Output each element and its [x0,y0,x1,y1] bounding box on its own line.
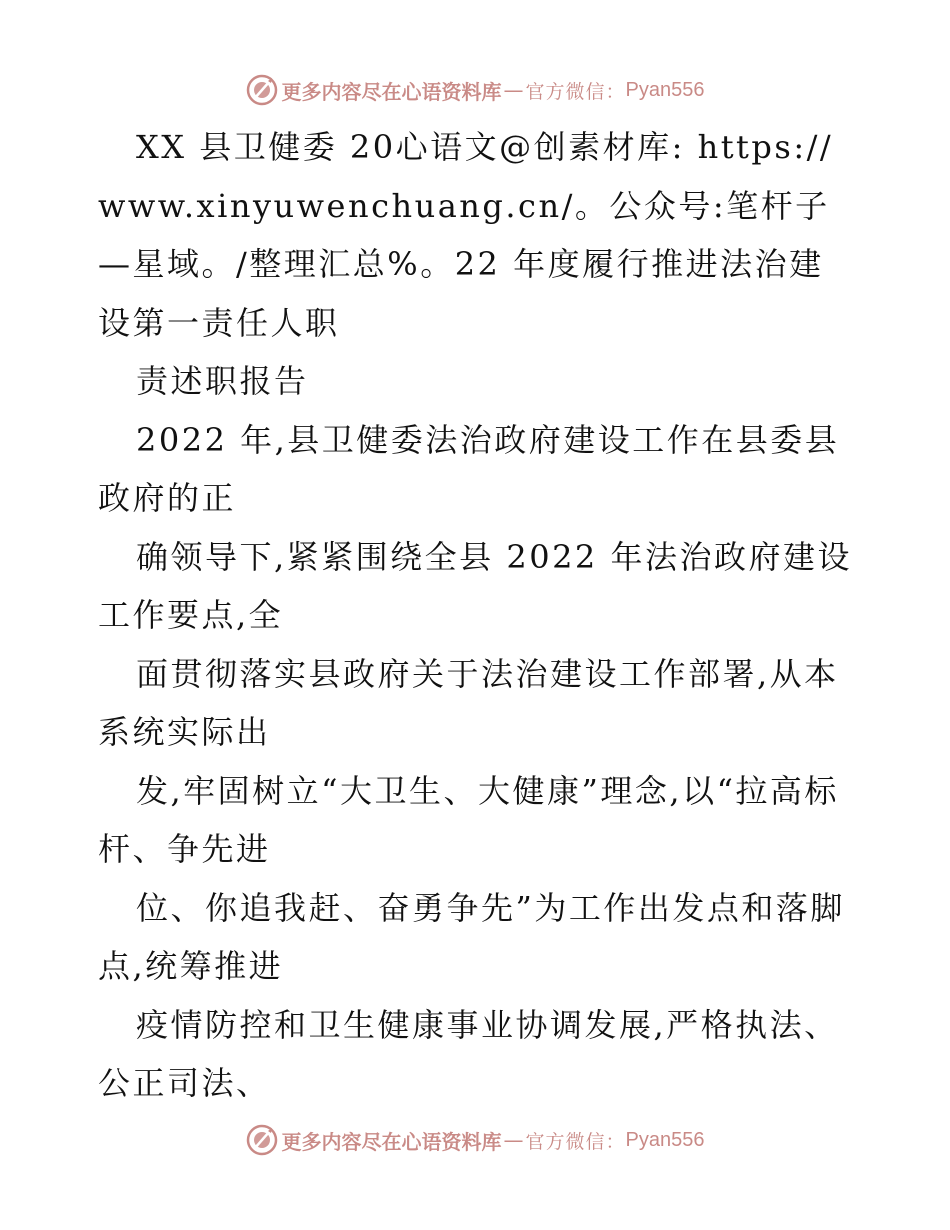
paragraph: 位、你追我赶、奋勇争先”为工作出发点和落脚点,统筹推进 [98,888,845,985]
watermark-official-label: 官方微信： [525,1130,626,1153]
wechat-logo-icon [246,74,278,106]
paragraph-title-cont: 责述职报告 [136,362,309,400]
paragraph: 疫情防控和卫生健康事业协调发展,严格执法、公正司法、 [98,1005,839,1102]
watermark-brand: 更多内容尽在心语资料库 [281,1129,502,1154]
paragraph: 2022 年,县卫健委法治政府建设工作在县委县政府的正 [98,420,840,517]
watermark-wechat-id: Pyan556 [625,1128,705,1151]
paragraph: 面贯彻落实县政府关于法治建设工作部署,从本系统实际出 [98,654,839,751]
watermark-header [0,70,950,110]
paragraph-title: XX 县卫健委 20心语文@创素材库: https://www.xinyuwenchuang.cn/。公众号:笔杆子—星域。/整理汇总%。22 年度履行推进法治建设第一责任人职 [98,128,834,342]
watermark-wechat-id: Pyan556 [625,78,705,101]
paragraph: 确领导下,紧紧围绕全县 2022 年法治政府建设工作要点,全 [98,537,852,634]
document-body [98,118,858,1113]
watermark-brand: 更多内容尽在心语资料库 [281,79,502,104]
watermark-separator: — [503,1128,524,1152]
watermark-official-label: 官方微信： [525,80,626,103]
watermark-footer [0,1120,950,1160]
wechat-logo-icon [246,1124,278,1156]
watermark-separator: — [503,78,524,102]
paragraph: 发,牢固树立“大卫生、大健康”理念,以“拉高标杆、争先进 [98,771,839,868]
